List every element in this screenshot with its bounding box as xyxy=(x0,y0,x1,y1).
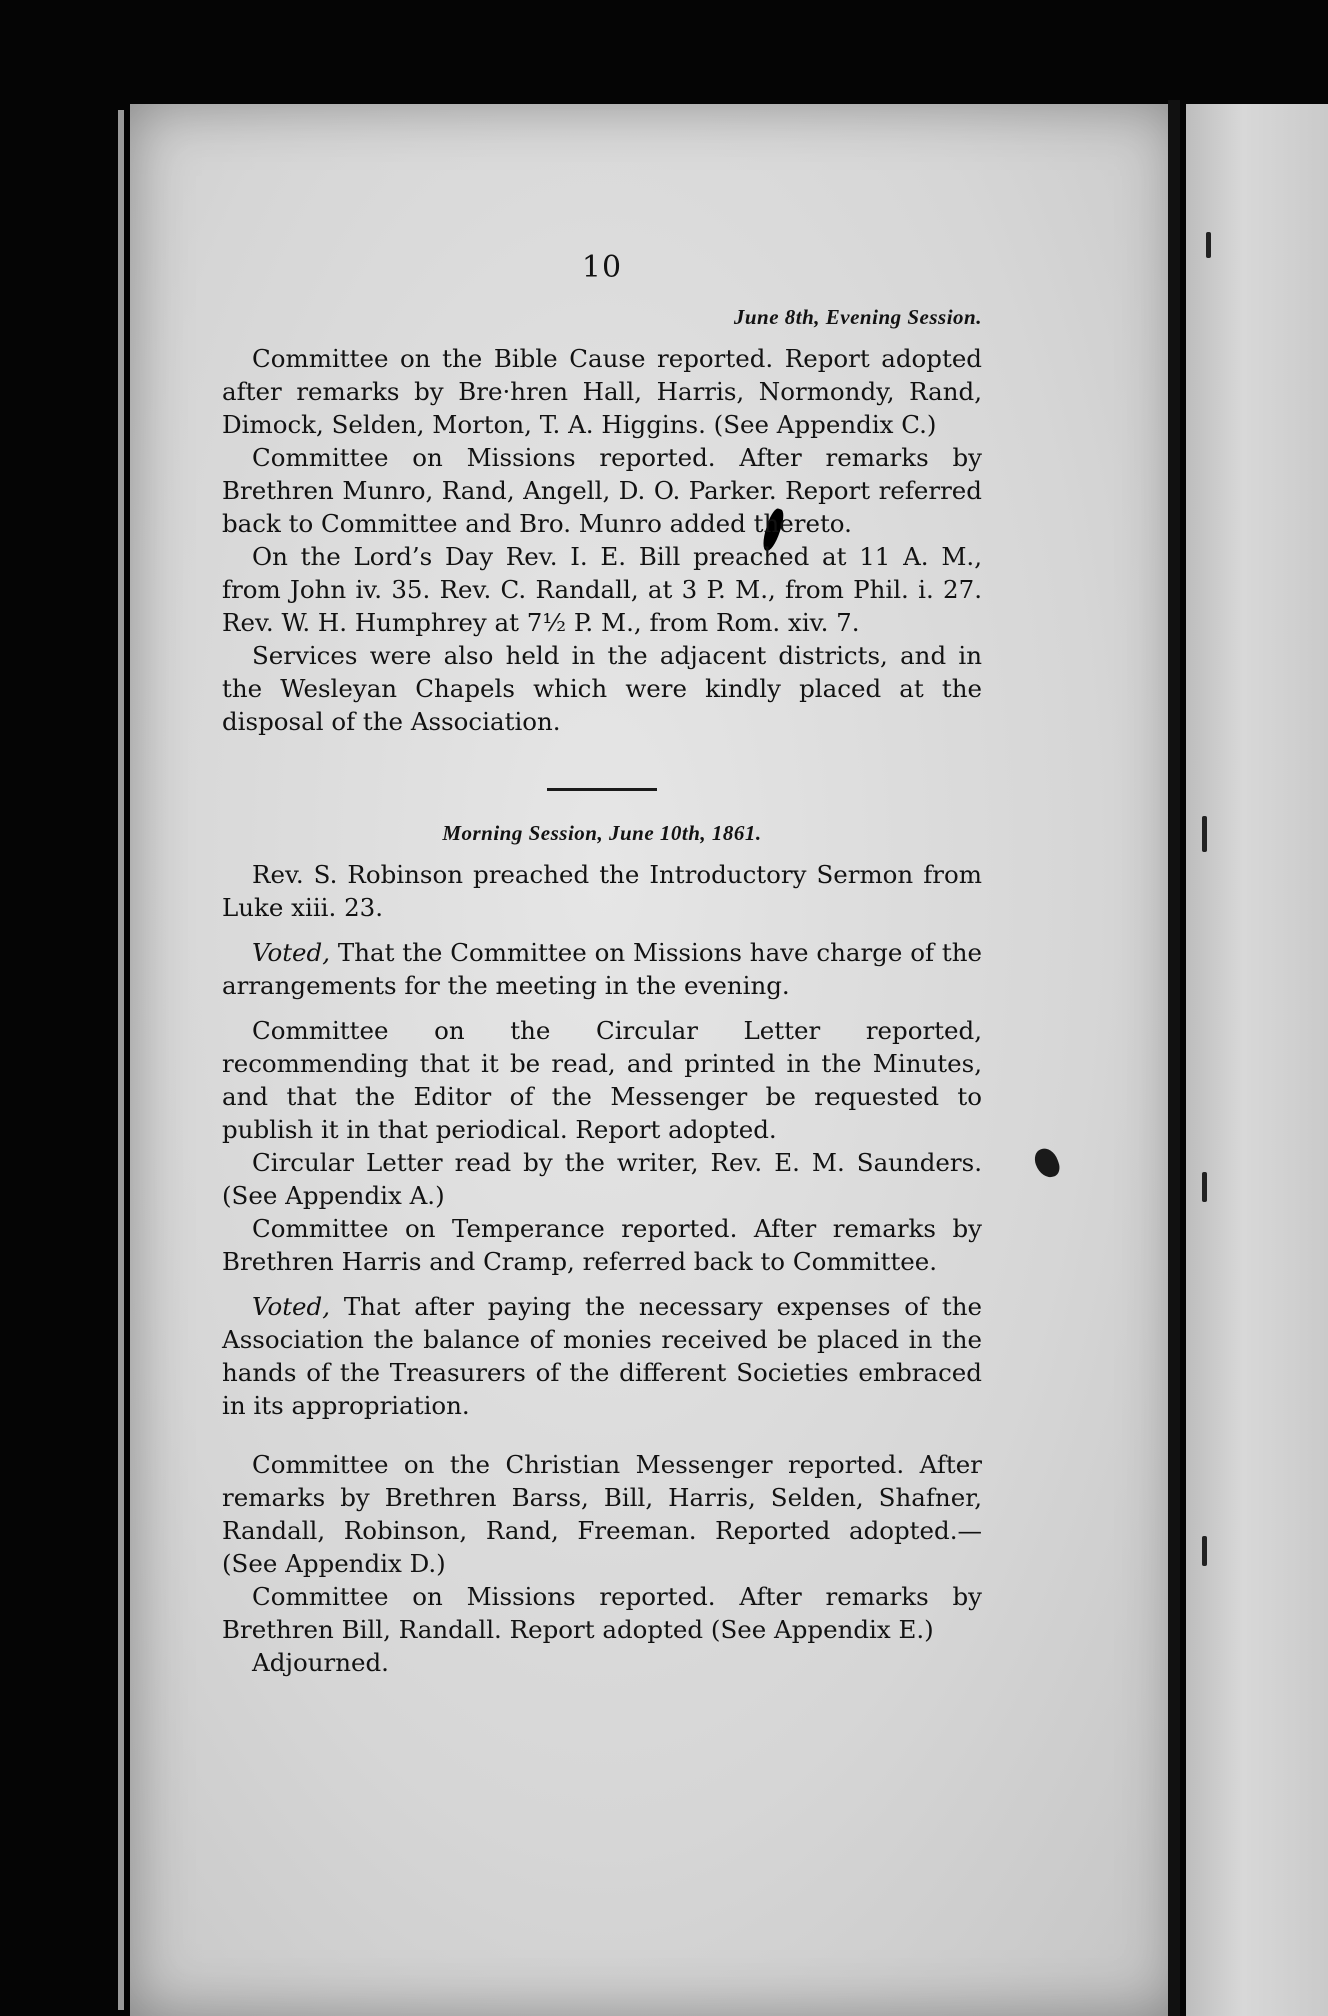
paragraph-text: Adjourned. xyxy=(252,1648,389,1677)
section-divider xyxy=(547,788,657,791)
page-number: 10 xyxy=(581,250,623,285)
paragraph-text: Rev. S. Robinson preached the Introductory Sermon from Luke xiii. 23. xyxy=(222,860,982,922)
ink-mark xyxy=(1202,1536,1207,1566)
minutes-paragraph xyxy=(222,540,982,639)
minutes-paragraph xyxy=(222,1580,982,1646)
paragraph-text: On the Lord’s Day Rev. I. E. Bill preached at 11 A. M., from John iv. 35. Rev. C. Randall, at 3 P. M., from Phil. i. 27. Rev. W. H. Humphrey at 7½ P. M., from Rom. xiv. 7. xyxy=(222,542,982,637)
minutes-paragraph xyxy=(222,441,982,540)
paragraph-text: Services were also held in the adjacent districts, and in the Wesleyan Chapels which were kindly placed at the disposal of the Association. xyxy=(222,641,982,736)
ink-mark xyxy=(1202,1172,1207,1202)
paragraph-text: Committee on the Circular Letter reported, recommending that it be read, and printed in the Minutes, and that the Editor of the Messenger be requested to publish it in that periodical. Report adopted. xyxy=(222,1016,982,1144)
paragraph-text: That the Committee on Missions have charge of the arrangements for the meeting in the evening. xyxy=(222,938,982,1000)
ink-mark xyxy=(1202,816,1207,852)
minutes-paragraph xyxy=(222,1448,982,1580)
minutes-paragraph xyxy=(222,342,982,441)
section-heading: June 8th, Evening Session. xyxy=(733,305,982,329)
paragraph-lead: Voted, xyxy=(252,938,331,967)
ink-mark xyxy=(1206,232,1211,258)
paragraph-text: Committee on Temperance reported. After remarks by Brethren Harris and Cramp, referred back to Committee. xyxy=(222,1214,982,1276)
minutes-paragraph xyxy=(222,1290,982,1422)
paragraph-text: Committee on Missions reported. After remarks by Brethren Munro, Rand, Angell, D. O. Parker. Report referred back to Committee and Bro. Munro added thereto. xyxy=(222,443,982,538)
minutes-paragraph xyxy=(222,1146,982,1212)
minutes-paragraph xyxy=(222,1014,982,1146)
paragraph-text: Committee on the Bible Cause reported. Report adopted after remarks by Bre·hren Hall, Harris, Normondy, Rand, Dimock, Selden, Morton, T. A. Higgins. (See Appendix C.) xyxy=(222,344,982,439)
minutes-paragraph xyxy=(222,1212,982,1278)
page-edge-shadow xyxy=(118,110,124,2010)
minutes-paragraph xyxy=(222,936,982,1002)
binding-gutter xyxy=(1168,100,1180,2016)
paragraph-lead: Voted, xyxy=(252,1292,331,1321)
paragraph-text: Committee on Missions reported. After remarks by Brethren Bill, Randall. Report adopted (See Appendix E.) xyxy=(222,1582,982,1644)
paragraph-text: Circular Letter read by the writer, Rev. E. M. Saunders. (See Appendix A.) xyxy=(222,1148,982,1210)
minutes-paragraph xyxy=(222,639,982,738)
facing-page-edge xyxy=(1186,104,1328,2016)
minutes-paragraph xyxy=(222,858,982,924)
paragraph-text: That after paying the necessary expenses of the Association the balance of monies received be placed in the hands of the Treasurers of the different Societies embraced in its appropriation. xyxy=(222,1292,982,1420)
paragraph-text: Committee on the Christian Messenger reported. After remarks by Brethren Barss, Bill, Harris, Selden, Shafner, Randall, Robinson, Rand, Freeman. Reported adopted.—(See Appendix D.) xyxy=(222,1450,982,1578)
minutes-paragraph xyxy=(222,1646,982,1679)
section-heading: Morning Session, June 10th, 1861. xyxy=(442,821,762,845)
page-text-block xyxy=(222,250,982,1679)
